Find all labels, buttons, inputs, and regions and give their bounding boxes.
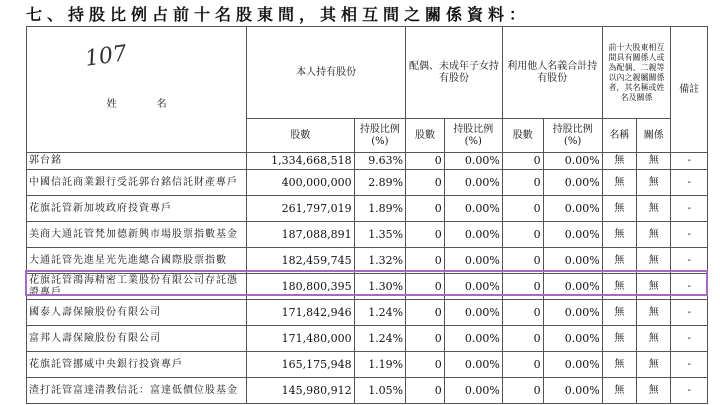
spouse-ratio-value: 0.00%	[444, 222, 502, 248]
holder-name: 國泰人壽保險股份有限公司	[27, 300, 247, 326]
holder-name: 中國信託商業銀行受託郭台銘信託財產專戶	[27, 170, 247, 196]
remark-value: -	[671, 378, 708, 404]
remark-value: -	[671, 352, 708, 378]
spouse-ratio-value: 0.00%	[444, 300, 502, 326]
proxy-shares-value: 0	[502, 222, 543, 248]
holder-name: 富邦人壽保險股份有限公司	[27, 326, 247, 352]
holder-name: 美商大通託管梵加德新興市場股票指數基金	[27, 222, 247, 248]
shares-value: 187,088,891	[247, 222, 354, 248]
table-row	[27, 222, 708, 248]
header-ratio: 持股比例(%)	[354, 119, 406, 153]
shares-value: 171,842,946	[247, 300, 354, 326]
proxy-ratio-value: 0.00%	[543, 170, 602, 196]
proxy-ratio-value: 0.00%	[543, 222, 602, 248]
spouse-ratio-value: 0.00%	[444, 378, 502, 404]
spouse-ratio-value: 0.00%	[444, 196, 502, 222]
ratio-value: 1.24%	[354, 300, 406, 326]
related-name-value: 無	[602, 378, 636, 404]
header-related-name: 名稱	[602, 119, 636, 153]
header-proxy-ratio: 持股比例(%)	[543, 119, 602, 153]
spouse-ratio-value: 0.00%	[444, 248, 502, 274]
table-row	[27, 248, 708, 274]
remark-value: -	[671, 326, 708, 352]
proxy-ratio-value: 0.00%	[543, 274, 602, 300]
table-row	[27, 300, 708, 326]
proxy-shares-value: 0	[502, 274, 543, 300]
spouse-shares-value: 0	[406, 326, 445, 352]
related-relation-value: 無	[637, 274, 671, 300]
proxy-shares-value: 0	[502, 378, 543, 404]
spouse-shares-value: 0	[406, 153, 445, 170]
holder-name: 花旗託管新加坡政府投資專戶	[27, 196, 247, 222]
ratio-value: 1.30%	[354, 274, 406, 300]
header-proxy-shares: 利用他人名義合計持有股份	[502, 27, 602, 119]
header-shares: 股數	[247, 119, 354, 153]
handwritten-note: 107	[83, 41, 129, 72]
page-title: 七、持股比例占前十名股東間，其相互間之關係資料：	[26, 5, 531, 24]
related-name-value: 無	[602, 300, 636, 326]
proxy-shares-value: 0	[502, 248, 543, 274]
spouse-shares-value: 0	[406, 378, 445, 404]
header-proxy-shares-count: 股數	[502, 119, 543, 153]
related-relation-value: 無	[637, 222, 671, 248]
table-row	[27, 170, 708, 196]
spouse-shares-value: 0	[406, 300, 445, 326]
remark-value: -	[671, 170, 708, 196]
header-related-parties: 前十大股東相互間具有關係人或為配偶、二親等以內之親屬關係者，其名稱或姓名及關係	[602, 27, 671, 119]
table-row	[27, 196, 708, 222]
related-relation-value: 無	[637, 248, 671, 274]
remark-value: -	[671, 248, 708, 274]
proxy-ratio-value: 0.00%	[543, 378, 602, 404]
shares-value: 182,459,745	[247, 248, 354, 274]
remark-value: -	[671, 222, 708, 248]
related-relation-value: 無	[637, 378, 671, 404]
proxy-shares-value: 0	[502, 352, 543, 378]
spouse-ratio-value: 0.00%	[444, 170, 502, 196]
ratio-value: 1.05%	[354, 378, 406, 404]
spouse-ratio-value: 0.00%	[444, 352, 502, 378]
proxy-ratio-value: 0.00%	[543, 196, 602, 222]
ratio-value: 1.89%	[354, 196, 406, 222]
table-row	[27, 352, 708, 378]
header-spouse-ratio: 持股比例(%)	[444, 119, 502, 153]
related-name-value: 無	[602, 352, 636, 378]
ratio-value: 1.35%	[354, 222, 406, 248]
shareholder-table	[26, 26, 708, 404]
holder-name: 渣打託管富達清教信託：富達低價位股基金	[27, 378, 247, 404]
shares-value: 400,000,000	[247, 170, 354, 196]
spouse-ratio-value: 0.00%	[444, 153, 502, 170]
remark-value: -	[671, 300, 708, 326]
proxy-shares-value: 0	[502, 196, 543, 222]
proxy-ratio-value: 0.00%	[543, 300, 602, 326]
remark-value: -	[671, 274, 708, 300]
spouse-shares-value: 0	[406, 248, 445, 274]
related-name-value: 無	[602, 222, 636, 248]
proxy-ratio-value: 0.00%	[543, 352, 602, 378]
shares-value: 171,480,000	[247, 326, 354, 352]
related-relation-value: 無	[637, 196, 671, 222]
shares-value: 165,175,948	[247, 352, 354, 378]
related-name-value: 無	[602, 248, 636, 274]
proxy-shares-value: 0	[502, 170, 543, 196]
table-row	[27, 153, 708, 170]
ratio-value: 9.63%	[354, 153, 406, 170]
ratio-value: 1.32%	[354, 248, 406, 274]
shares-value: 1,334,668,518	[247, 153, 354, 170]
proxy-ratio-value: 0.00%	[543, 326, 602, 352]
spouse-ratio-value: 0.00%	[444, 326, 502, 352]
proxy-ratio-value: 0.00%	[543, 248, 602, 274]
highlighted-row	[27, 274, 708, 300]
spouse-shares-value: 0	[406, 170, 445, 196]
shares-value: 180,800,395	[247, 274, 354, 300]
spouse-shares-value: 0	[406, 222, 445, 248]
holder-name: 花旗託管鴻海精密工業股份有限公司存託憑證專戶	[27, 274, 247, 300]
related-name-value: 無	[602, 326, 636, 352]
related-relation-value: 無	[637, 300, 671, 326]
shares-value: 145,980,912	[247, 378, 354, 404]
remark-value: -	[671, 153, 708, 170]
related-name-value: 無	[602, 196, 636, 222]
ratio-value: 2.89%	[354, 170, 406, 196]
table-row	[27, 326, 708, 352]
spouse-shares-value: 0	[406, 352, 445, 378]
proxy-ratio-value: 0.00%	[543, 153, 602, 170]
related-relation-value: 無	[637, 326, 671, 352]
table-row	[27, 378, 708, 404]
holder-name: 大通託管先進星光先進總合國際股票指數	[27, 248, 247, 274]
header-spouse-shares-count: 股數	[406, 119, 445, 153]
related-relation-value: 無	[637, 352, 671, 378]
spouse-ratio-value: 0.00%	[444, 274, 502, 300]
header-spouse-shares: 配偶、未成年子女持有股份	[406, 27, 503, 119]
spouse-shares-value: 0	[406, 196, 445, 222]
related-name-value: 無	[602, 274, 636, 300]
ratio-value: 1.19%	[354, 352, 406, 378]
proxy-shares-value: 0	[502, 153, 543, 170]
header-own-shares: 本人持有股份	[247, 27, 406, 119]
shares-value: 261,797,019	[247, 196, 354, 222]
header-related-relation: 關係	[637, 119, 671, 153]
spouse-shares-value: 0	[406, 274, 445, 300]
holder-name: 郭台銘	[27, 153, 247, 170]
related-name-value: 無	[602, 170, 636, 196]
header-name: 姓 名	[27, 27, 247, 153]
header-remark: 備註	[671, 27, 708, 153]
holder-name: 花旗託管挪威中央銀行投資專戶	[27, 352, 247, 378]
related-relation-value: 無	[637, 153, 671, 170]
proxy-shares-value: 0	[502, 300, 543, 326]
related-relation-value: 無	[637, 170, 671, 196]
proxy-shares-value: 0	[502, 326, 543, 352]
remark-value: -	[671, 196, 708, 222]
ratio-value: 1.24%	[354, 326, 406, 352]
related-name-value: 無	[602, 153, 636, 170]
